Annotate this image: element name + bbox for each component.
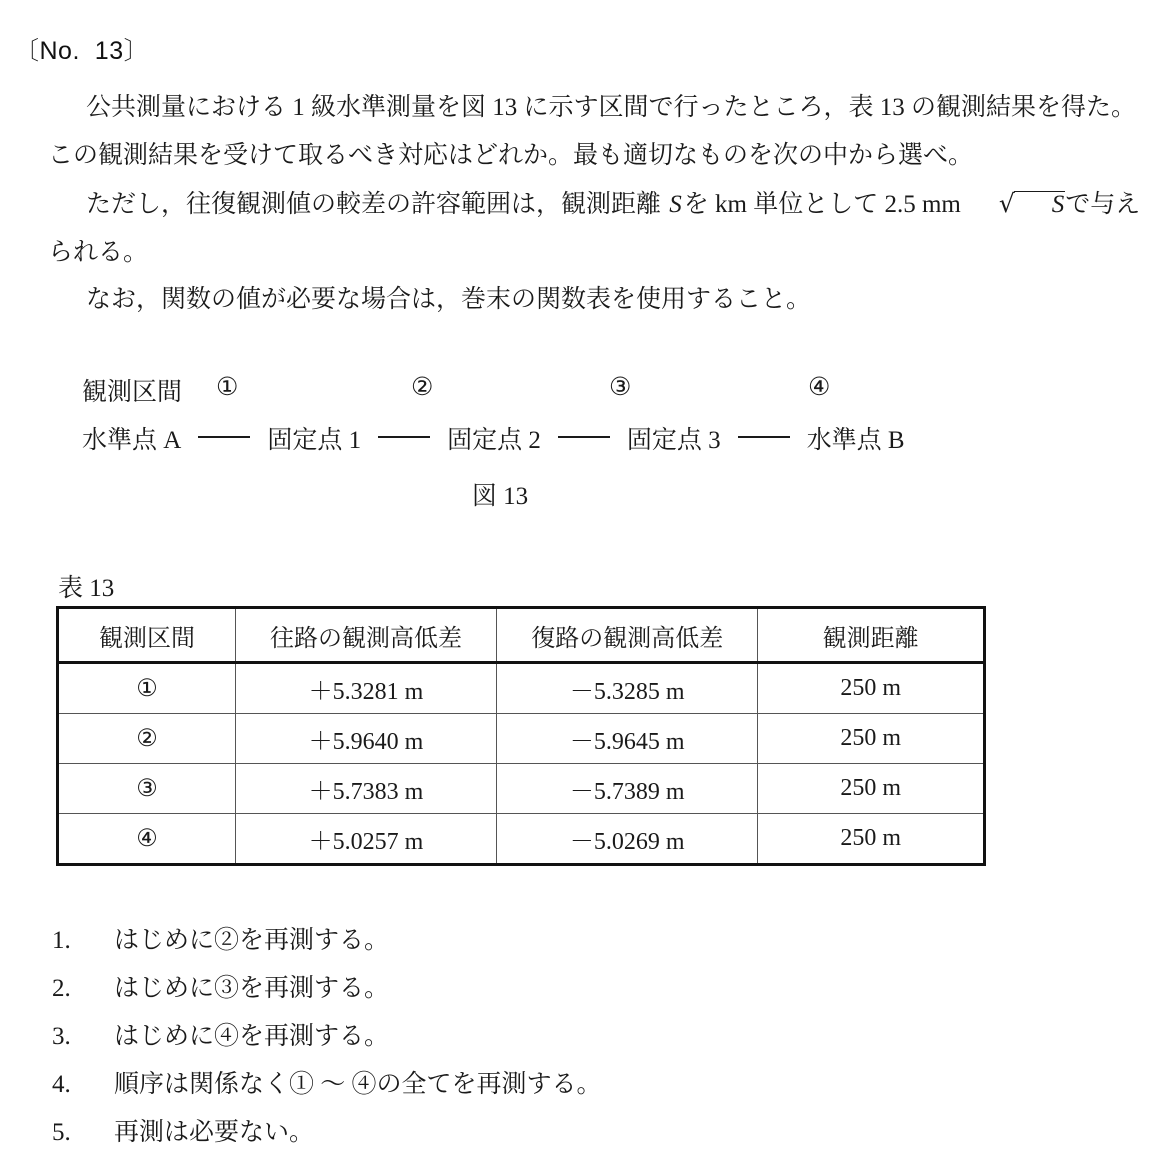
option-number-4: 4. (52, 1071, 71, 1098)
answer-option-5[interactable] (52, 1112, 1132, 1160)
option-number-3: 3. (52, 1023, 71, 1050)
answer-options-list (52, 920, 1132, 1160)
answer-option-2[interactable] (52, 968, 1132, 1016)
condition-text-tail: で与えられる。 (48, 191, 1141, 266)
cell-backward: －5.7389 m (497, 764, 758, 814)
radical-sign: √ (998, 189, 1015, 218)
cell-segment: ① (58, 663, 236, 714)
sqrt-expression (961, 180, 1065, 229)
cell-distance: 250 m (758, 764, 985, 814)
radicand-s: S (1014, 191, 1066, 218)
table-row (58, 663, 985, 714)
figure-segment-mark-1: ① (216, 374, 239, 401)
answer-option-1[interactable] (52, 920, 1132, 968)
cell-distance: 250 m (758, 663, 985, 714)
option-text-1: はじめに②を再測する。 (114, 927, 390, 954)
observation-results-table (56, 606, 986, 866)
option-text-5: 再測は必要ない。 (114, 1119, 315, 1146)
figure-route-chain (82, 420, 905, 456)
table-header-row (58, 608, 985, 663)
question-paragraph-condition (48, 180, 1158, 277)
variable-s: S (669, 191, 682, 218)
table-header-segment: 観測区間 (58, 608, 236, 663)
option-text-2: はじめに③を再測する。 (114, 975, 390, 1002)
option-number-1: 1. (52, 927, 71, 954)
figure-segment-label-row (0, 372, 1170, 412)
figure-segment-mark-3: ③ (609, 374, 632, 401)
figure-13 (0, 372, 1170, 517)
condition-text-before: ただし，往復観測値の較差の許容範囲は，観測距離 (86, 191, 668, 218)
cell-backward: －5.3285 m (497, 663, 758, 714)
cell-segment: ④ (58, 814, 236, 865)
table-caption: 表 13 (58, 575, 115, 602)
table-row (58, 714, 985, 764)
figure-link-3-icon (558, 436, 610, 438)
figure-caption: 図 13 (471, 483, 529, 510)
answer-option-4[interactable] (52, 1064, 1132, 1112)
table-row (58, 814, 985, 865)
answer-option-3[interactable] (52, 1016, 1132, 1064)
cell-distance: 250 m (758, 714, 985, 764)
cell-forward: ＋5.7383 m (235, 764, 496, 814)
option-text-3: はじめに④を再測する。 (114, 1023, 390, 1050)
question-paragraph-3: なお，関数の値が必要な場合は，巻末の関数表を使用すること。 (86, 286, 812, 313)
figure-segment-mark-2: ② (411, 374, 434, 401)
option-number-5: 5. (52, 1119, 71, 1146)
table-header-backward: 復路の観測高低差 (497, 608, 758, 663)
option-number-2: 2. (52, 975, 71, 1002)
table-row (58, 764, 985, 814)
cell-forward: ＋5.0257 m (235, 814, 496, 865)
figure-link-2-icon (378, 436, 430, 438)
question-paragraph-1: 公共測量における 1 級水準測量を図 13 に示す区間で行ったところ，表 13 の観測結果を得た。この観測結果を受けて取るべき対応はどれか。最も適切なものを次の中から選べ。 (48, 94, 1137, 169)
cell-forward: ＋5.3281 m (235, 663, 496, 714)
cell-segment: ② (58, 714, 236, 764)
figure-node-benchmark-b: 水準点 B (806, 427, 905, 454)
cell-distance: 250 m (758, 814, 985, 865)
figure-section-label: 観測区間 (82, 379, 183, 406)
cell-backward: －5.9645 m (497, 714, 758, 764)
figure-node-fixed-point-2: 固定点 2 (447, 427, 541, 454)
cell-forward: ＋5.9640 m (235, 714, 496, 764)
question-number-header: 〔No. 13〕 (14, 37, 150, 65)
option-text-4: 順序は関係なく① 〜 ④の全てを再測する。 (114, 1071, 602, 1098)
condition-text-after: を km 単位として 2.5 mm (683, 191, 961, 218)
cell-segment: ③ (58, 764, 236, 814)
figure-node-benchmark-a: 水準点 A (82, 427, 182, 454)
figure-link-1-icon (198, 436, 250, 438)
table-header-distance: 観測距離 (758, 608, 985, 663)
figure-node-fixed-point-3: 固定点 3 (626, 427, 721, 454)
figure-node-fixed-point-1: 固定点 1 (267, 427, 362, 454)
table-header-forward: 往路の観測高低差 (235, 608, 496, 663)
figure-segment-mark-4: ④ (808, 374, 831, 401)
figure-link-4-icon (738, 436, 790, 438)
cell-backward: －5.0269 m (497, 814, 758, 865)
